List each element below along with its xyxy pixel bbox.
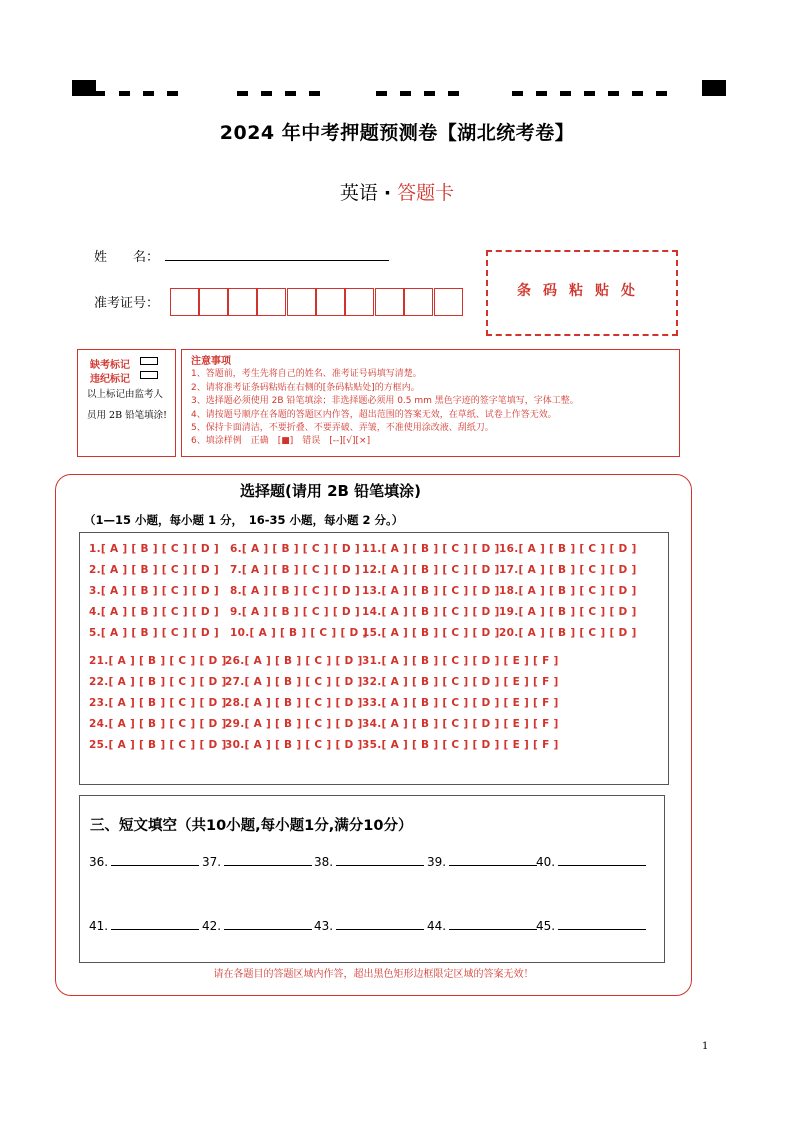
fill-in-item [202, 917, 312, 933]
mc-scoring: （1—15 小题，每小题 1 分， 16-35 小题，每小题 2 分。） [84, 513, 404, 527]
answer-options[interactable]: [ A ] [ B ] [ C ] [ D ] [ E ] [ F ] [381, 655, 559, 667]
mc-question [230, 627, 368, 639]
question-number: 5. [89, 627, 101, 639]
question-number: 7. [230, 564, 242, 576]
notes-item: 4、请按题号顺序在各题的答题区内作答，超出范围的答案无效，在草纸、试卷上作答无效。 [191, 409, 557, 420]
mc-question [225, 655, 363, 667]
mc-question [89, 718, 227, 730]
notes-item: 3、选择题必须使用 2B 铅笔填涂；非选择题必须用 0.5 mm 黑色字迹的签字笔填写，字体工整。 [191, 396, 579, 407]
absent-mark-label: 缺考标记 [90, 360, 130, 371]
mc-question [362, 606, 500, 618]
violation-mark-box[interactable] [140, 371, 158, 379]
blank-number: 37. [202, 855, 222, 869]
question-number: 2. [89, 564, 101, 576]
mc-question [362, 564, 500, 576]
answer-options[interactable]: [ A ] [ B ] [ C ] [ D ] [381, 606, 500, 618]
absence-mark-box [77, 349, 176, 457]
question-number: 25. [89, 739, 109, 751]
position-mark [72, 80, 96, 96]
answer-options[interactable]: [ A ] [ B ] [ C ] [ D ] [381, 585, 500, 597]
name-field[interactable] [165, 260, 389, 261]
answer-blank[interactable] [449, 853, 537, 866]
question-number: 27. [225, 676, 245, 688]
mc-question [499, 627, 637, 639]
notes-item: 1、答题前，考生先将自己的姓名、准考证号码填写清楚。 [191, 369, 422, 380]
question-number: 35. [362, 739, 382, 751]
answer-options[interactable]: [ A ] [ B ] [ C ] [ D ] [244, 739, 363, 751]
subtitle [0, 178, 794, 205]
question-number: 8. [230, 585, 242, 597]
page-number: 1 [702, 1041, 709, 1052]
blank-number: 45. [536, 919, 556, 933]
name-label: 姓 名： [94, 250, 160, 265]
mc-question [362, 585, 500, 597]
mc-question [89, 697, 227, 709]
notes-item: 6、填涂样例 正确 [■] 错误 [--][√][×] [191, 436, 371, 447]
question-number: 6. [230, 543, 242, 555]
answer-options[interactable]: [ A ] [ B ] [ C ] [ D ] [244, 697, 363, 709]
fill-in-item [89, 853, 199, 869]
mc-question [362, 627, 500, 639]
mc-question [230, 585, 360, 597]
question-number: 3. [89, 585, 101, 597]
question-number: 33. [362, 697, 382, 709]
answer-options[interactable]: [ A ] [ B ] [ C ] [ D ] [518, 564, 637, 576]
mc-question [89, 655, 227, 667]
mc-question [499, 585, 637, 597]
question-number: 1. [89, 543, 101, 555]
fill-in-item [536, 853, 646, 869]
question-number: 12. [362, 564, 382, 576]
question-number: 31. [362, 655, 382, 667]
answer-options[interactable]: [ A ] [ B ] [ C ] [ D ] [518, 627, 637, 639]
answer-options[interactable]: [ A ] [ B ] [ C ] [ D ] [244, 655, 363, 667]
blank-number: 36. [89, 855, 109, 869]
mc-question [89, 627, 219, 639]
question-number: 26. [225, 655, 245, 667]
answer-options[interactable]: [ A ] [ B ] [ C ] [ D ] [241, 543, 360, 555]
mc-question [230, 564, 360, 576]
absence-instruction: 以上标记由监考人员用 2B 铅笔填涂! [87, 389, 167, 421]
fill-in-item [314, 917, 424, 933]
answer-options[interactable]: [ A ] [ B ] [ C ] [ D ] [244, 676, 363, 688]
question-number: 34. [362, 718, 382, 730]
question-number: 20. [499, 627, 519, 639]
blank-number: 43. [314, 919, 334, 933]
mc-question [89, 543, 219, 555]
answer-options[interactable]: [ A ] [ B ] [ C ] [ D ] [108, 739, 227, 751]
barcode-label: 条码粘贴处 [517, 283, 647, 299]
answer-blank[interactable] [449, 917, 537, 930]
question-number: 23. [89, 697, 109, 709]
mc-question [362, 543, 500, 555]
question-number: 17. [499, 564, 519, 576]
question-number: 29. [225, 718, 245, 730]
answer-options[interactable]: [ A ] [ B ] [ C ] [ D ] [518, 606, 637, 618]
mc-question [89, 676, 227, 688]
answer-options[interactable]: [ A ] [ B ] [ C ] [ D ] [100, 606, 219, 618]
blank-number: 40. [536, 855, 556, 869]
answer-options[interactable]: [ A ] [ B ] [ C ] [ D ] [381, 564, 500, 576]
card-type-label: 答题卡 [397, 182, 455, 204]
question-number: 9. [230, 606, 242, 618]
fill-in-heading: 三、短文填空（共10小题,每小题1分,满分10分） [90, 818, 413, 834]
answer-blank[interactable] [224, 917, 312, 930]
answer-blank[interactable] [336, 917, 424, 930]
fill-in-item [314, 853, 424, 869]
question-number: 21. [89, 655, 109, 667]
answer-options[interactable]: [ A ] [ B ] [ C ] [ D ] [108, 697, 227, 709]
mc-question [89, 739, 227, 751]
answer-options[interactable]: [ A ] [ B ] [ C ] [ D ] [100, 543, 219, 555]
question-number: 4. [89, 606, 101, 618]
absent-mark-box[interactable] [140, 357, 158, 365]
answer-options[interactable]: [ A ] [ B ] [ C ] [ D ] [ E ] [ F ] [381, 739, 559, 751]
fill-in-item [89, 917, 199, 933]
blank-number: 38. [314, 855, 334, 869]
mc-question [225, 697, 363, 709]
page-title: 2024 年中考押题预测卷【湖北统考卷】 [219, 122, 575, 144]
notes-box [181, 349, 680, 457]
answer-blank[interactable] [558, 853, 646, 866]
answer-options[interactable]: [ A ] [ B ] [ C ] [ D ] [100, 585, 219, 597]
answer-options[interactable]: [ A ] [ B ] [ C ] [ D ] [ E ] [ F ] [381, 676, 559, 688]
question-number: 19. [499, 606, 519, 618]
mc-heading: 选择题(请用 2B 铅笔填涂) [240, 482, 422, 500]
notes-title: 注意事项 [191, 356, 231, 367]
answer-options[interactable]: [ A ] [ B ] [ C ] [ D ] [381, 627, 500, 639]
mc-question [362, 718, 559, 730]
question-number: 15. [362, 627, 382, 639]
notes-item: 5、保持卡面清洁，不要折叠、不要弄破、弄皱，不准使用涂改液、刮纸刀。 [191, 423, 494, 434]
answer-options[interactable]: [ A ] [ B ] [ C ] [ D ] [381, 543, 500, 555]
answer-options[interactable]: [ A ] [ B ] [ C ] [ D ] [518, 543, 637, 555]
question-number: 11. [362, 543, 382, 555]
answer-blank[interactable] [336, 853, 424, 866]
answer-options[interactable]: [ A ] [ B ] [ C ] [ D ] [ E ] [ F ] [381, 718, 559, 730]
question-number: 32. [362, 676, 382, 688]
footer-warning: 请在各题目的答题区域内作答，超出黑色矩形边框限定区域的答案无效！ [213, 969, 534, 980]
answer-options[interactable]: [ A ] [ B ] [ C ] [ D ] [108, 718, 227, 730]
answer-options[interactable]: [ A ] [ B ] [ C ] [ D ] [100, 627, 219, 639]
answer-blank[interactable] [224, 853, 312, 866]
mc-question [225, 676, 363, 688]
answer-blank[interactable] [111, 853, 199, 866]
exam-id-label: 准考证号： [94, 296, 160, 311]
question-number: 24. [89, 718, 109, 730]
mc-question [89, 585, 219, 597]
mc-question [362, 739, 559, 751]
mc-question [225, 718, 363, 730]
blank-number: 42. [202, 919, 222, 933]
question-number: 10. [230, 627, 250, 639]
question-number: 30. [225, 739, 245, 751]
subject-label: 英语 [339, 182, 378, 204]
answer-options[interactable]: [ A ] [ B ] [ C ] [ D ] [241, 606, 360, 618]
mc-question [230, 543, 360, 555]
violation-mark-label: 违纪标记 [90, 374, 130, 385]
question-number: 22. [89, 676, 109, 688]
mc-question [89, 606, 219, 618]
question-number: 14. [362, 606, 382, 618]
fill-in-item [536, 917, 646, 933]
answer-blank[interactable] [111, 917, 199, 930]
answer-options[interactable]: [ A ] [ B ] [ C ] [ D ] [100, 564, 219, 576]
mc-question [225, 739, 363, 751]
question-number: 28. [225, 697, 245, 709]
mc-question [362, 655, 559, 667]
question-number: 13. [362, 585, 382, 597]
barcode-area [486, 250, 678, 336]
mc-question [362, 676, 559, 688]
answer-options[interactable]: [ A ] [ B ] [ C ] [ D ] [ E ] [ F ] [381, 697, 559, 709]
answer-options[interactable]: [ A ] [ B ] [ C ] [ D ] [108, 655, 227, 667]
answer-options[interactable]: [ A ] [ B ] [ C ] [ D ] [241, 585, 360, 597]
notes-item: 2、请将准考证条码粘贴在右侧的[条码粘贴处]的方框内。 [191, 382, 420, 393]
blank-number: 41. [89, 919, 109, 933]
answer-options[interactable]: [ A ] [ B ] [ C ] [ D ] [108, 676, 227, 688]
question-number: 16. [499, 543, 519, 555]
answer-options[interactable]: [ A ] [ B ] [ C ] [ D ] [241, 564, 360, 576]
mc-question [499, 564, 637, 576]
question-number: 18. [499, 585, 519, 597]
answer-options[interactable]: [ A ] [ B ] [ C ] [ D ] [518, 585, 637, 597]
mc-question [230, 606, 360, 618]
mc-question [499, 606, 637, 618]
mc-question [362, 697, 559, 709]
mc-question [499, 543, 637, 555]
answer-options[interactable]: [ A ] [ B ] [ C ] [ D ] [244, 718, 363, 730]
blank-number: 44. [427, 919, 447, 933]
fill-in-item [427, 917, 537, 933]
position-mark [702, 80, 726, 96]
blank-number: 39. [427, 855, 447, 869]
fill-in-item [427, 853, 537, 869]
fill-in-item [202, 853, 312, 869]
mc-question [89, 564, 219, 576]
answer-blank[interactable] [558, 917, 646, 930]
separator: · [383, 182, 392, 204]
answer-options[interactable]: [ A ] [ B ] [ C ] [ D ] [249, 627, 368, 639]
